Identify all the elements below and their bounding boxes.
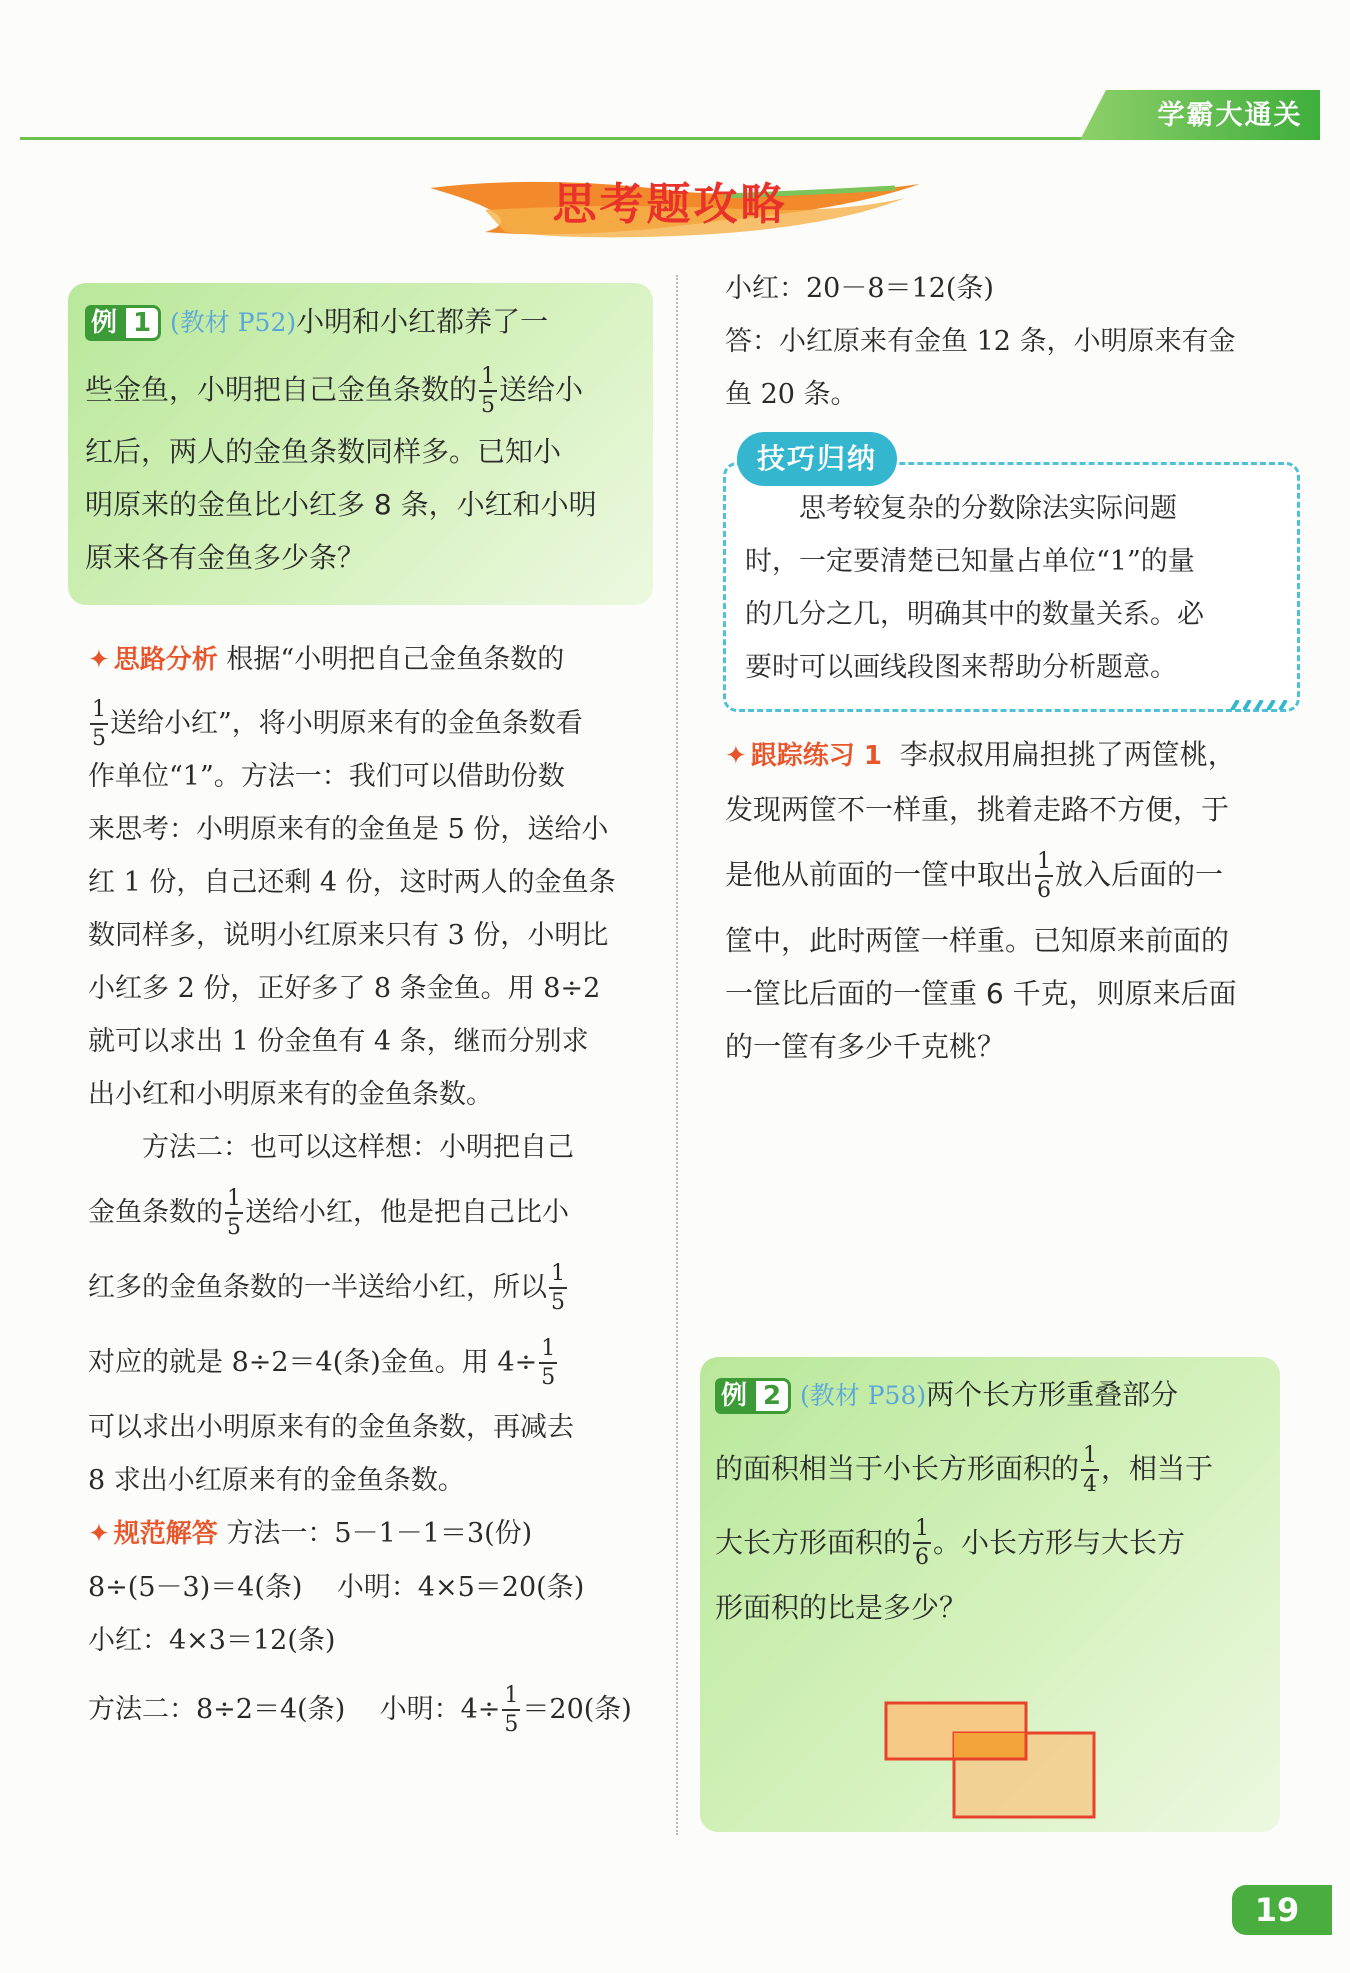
analysis-tag: ✦ 思路分析 bbox=[88, 645, 218, 675]
practice-tag: ✦ 跟踪练习 1 bbox=[725, 741, 882, 771]
tip-label: 技巧归纳 bbox=[737, 432, 897, 486]
header-tab-label: 学霸大通关 bbox=[1157, 100, 1303, 131]
solution-tag: ✦ 规范解答 bbox=[88, 1519, 218, 1549]
section-title: 思考题攻略 bbox=[552, 179, 788, 230]
fraction-one-fifth: $\frac{1}{5}$ bbox=[551, 1261, 565, 1315]
analysis-text: ✦ 思路分析 根据“小明把自己金鱼条数的 $\frac{1}{5}$ 送给小红”，将小明原来有的金鱼条数看 作单位“1”。方法一：我们可以借助份数 来思考：小明原来有的金鱼是 5 份，送给小 红 1 份，自己还剩 4 份，这时两人的金鱼条 数同样多，说明小红原来只有 3 份，小明比 小红多 2 份，正好多了 8 条金鱼。用 8÷2 就可以求出 1 份金鱼有 4 条，继而分别求 出小红和小明原来有的金鱼条数。 方法二：也可以这样想：小明把自己 金鱼条数的 $\frac{1}{5}$ 送给小红，他是把自己比小 红多的金鱼条数的一半送给小红，所以 $\frac{1}{5}$ 对应的就是 8÷2＝4(条)金鱼。用 4÷ $\frac{1}{5}$ 可以求出小明原来有的金鱼条数，再减去 8 求出小红原来有的金鱼条数。 ✦ 规范解答 方法一：5－1－1＝3(份) 8÷(5－3)＝4(条) 小明：4×5＝20(条) 小红：4×3＝12(条) 方法二：8÷2＝4(条) 小明：4÷ $\frac{1}{5}$ ＝20(条) bbox=[88, 633, 663, 1736]
column-divider bbox=[676, 275, 678, 1835]
fraction-one-fifth: $\frac{1}{5}$ bbox=[504, 1683, 519, 1737]
fraction-one-sixth: $\frac{1}{6}$ bbox=[915, 1516, 930, 1570]
example-1-badge: 例 1 bbox=[85, 305, 161, 341]
solution-continued: 小红：20－8＝12(条) 答：小红原来有金鱼 12 条，小明原来有金 鱼 20 条。 bbox=[725, 273, 1236, 410]
fraction-one-sixth: $\frac{1}{6}$ bbox=[1037, 848, 1052, 903]
overlap-region bbox=[954, 1733, 1026, 1759]
fraction-one-fifth: $\frac{1}{5}$ bbox=[92, 697, 106, 751]
fraction-one-fifth: $\frac{1}{5}$ bbox=[481, 363, 496, 418]
tip-stripes-decoration bbox=[1228, 700, 1288, 710]
example-1-text: 例 1 (教材 P52)小明和小红都养了一 些金鱼，小明把自己金鱼条数的 $\frac{1}{5}$ 送给小 红后，两人的金鱼条数同样多。已知小 明原来的金鱼比小红多 8 条，小红和小明 原来各有金鱼多少条？ bbox=[85, 305, 597, 574]
example-2-badge: 例 2 bbox=[715, 1378, 791, 1414]
fraction-one-fifth: $\frac{1}{5}$ bbox=[227, 1186, 241, 1240]
page-number: 19 bbox=[1254, 1891, 1300, 1929]
overlapping-rectangles-figure bbox=[880, 1695, 1120, 1835]
example-2-ref: (教材 P58) bbox=[800, 1381, 927, 1410]
fraction-one-fifth: $\frac{1}{5}$ bbox=[541, 1336, 556, 1390]
tip-text: 思考较复杂的分数除法实际问题 时，一定要清楚已知量占单位“1”的量 的几分之几，明确其中的数量关系。必 要时可以画线段图来帮助分析题意。 bbox=[745, 493, 1204, 683]
practice-1-text: ✦ 跟踪练习 1 李叔叔用扁担挑了两筐桃， 发现两筐不一样重，挑着走路不方便，于 是他从前面的一筐中取出 $\frac{1}{6}$ 放入后面的一 筐中，此时两筐一样重。已知原来前面的 一筐比后面的一筐重 6 千克，则原来后面 的一筐有多少千克桃？ bbox=[725, 728, 1305, 1073]
fraction-one-fourth: $\frac{1}{4}$ bbox=[1083, 1442, 1098, 1497]
example-1-ref: (教材 P52) bbox=[170, 308, 297, 337]
example-2-text: 例 2 (教材 P58)两个长方形重叠部分 的面积相当于小长方形面积的 $\frac{1}{4}$ ，相当于 大长方形面积的 $\frac{1}{6}$ 。小长方形与大长方 形面积的比是多少？ bbox=[715, 1378, 1214, 1624]
